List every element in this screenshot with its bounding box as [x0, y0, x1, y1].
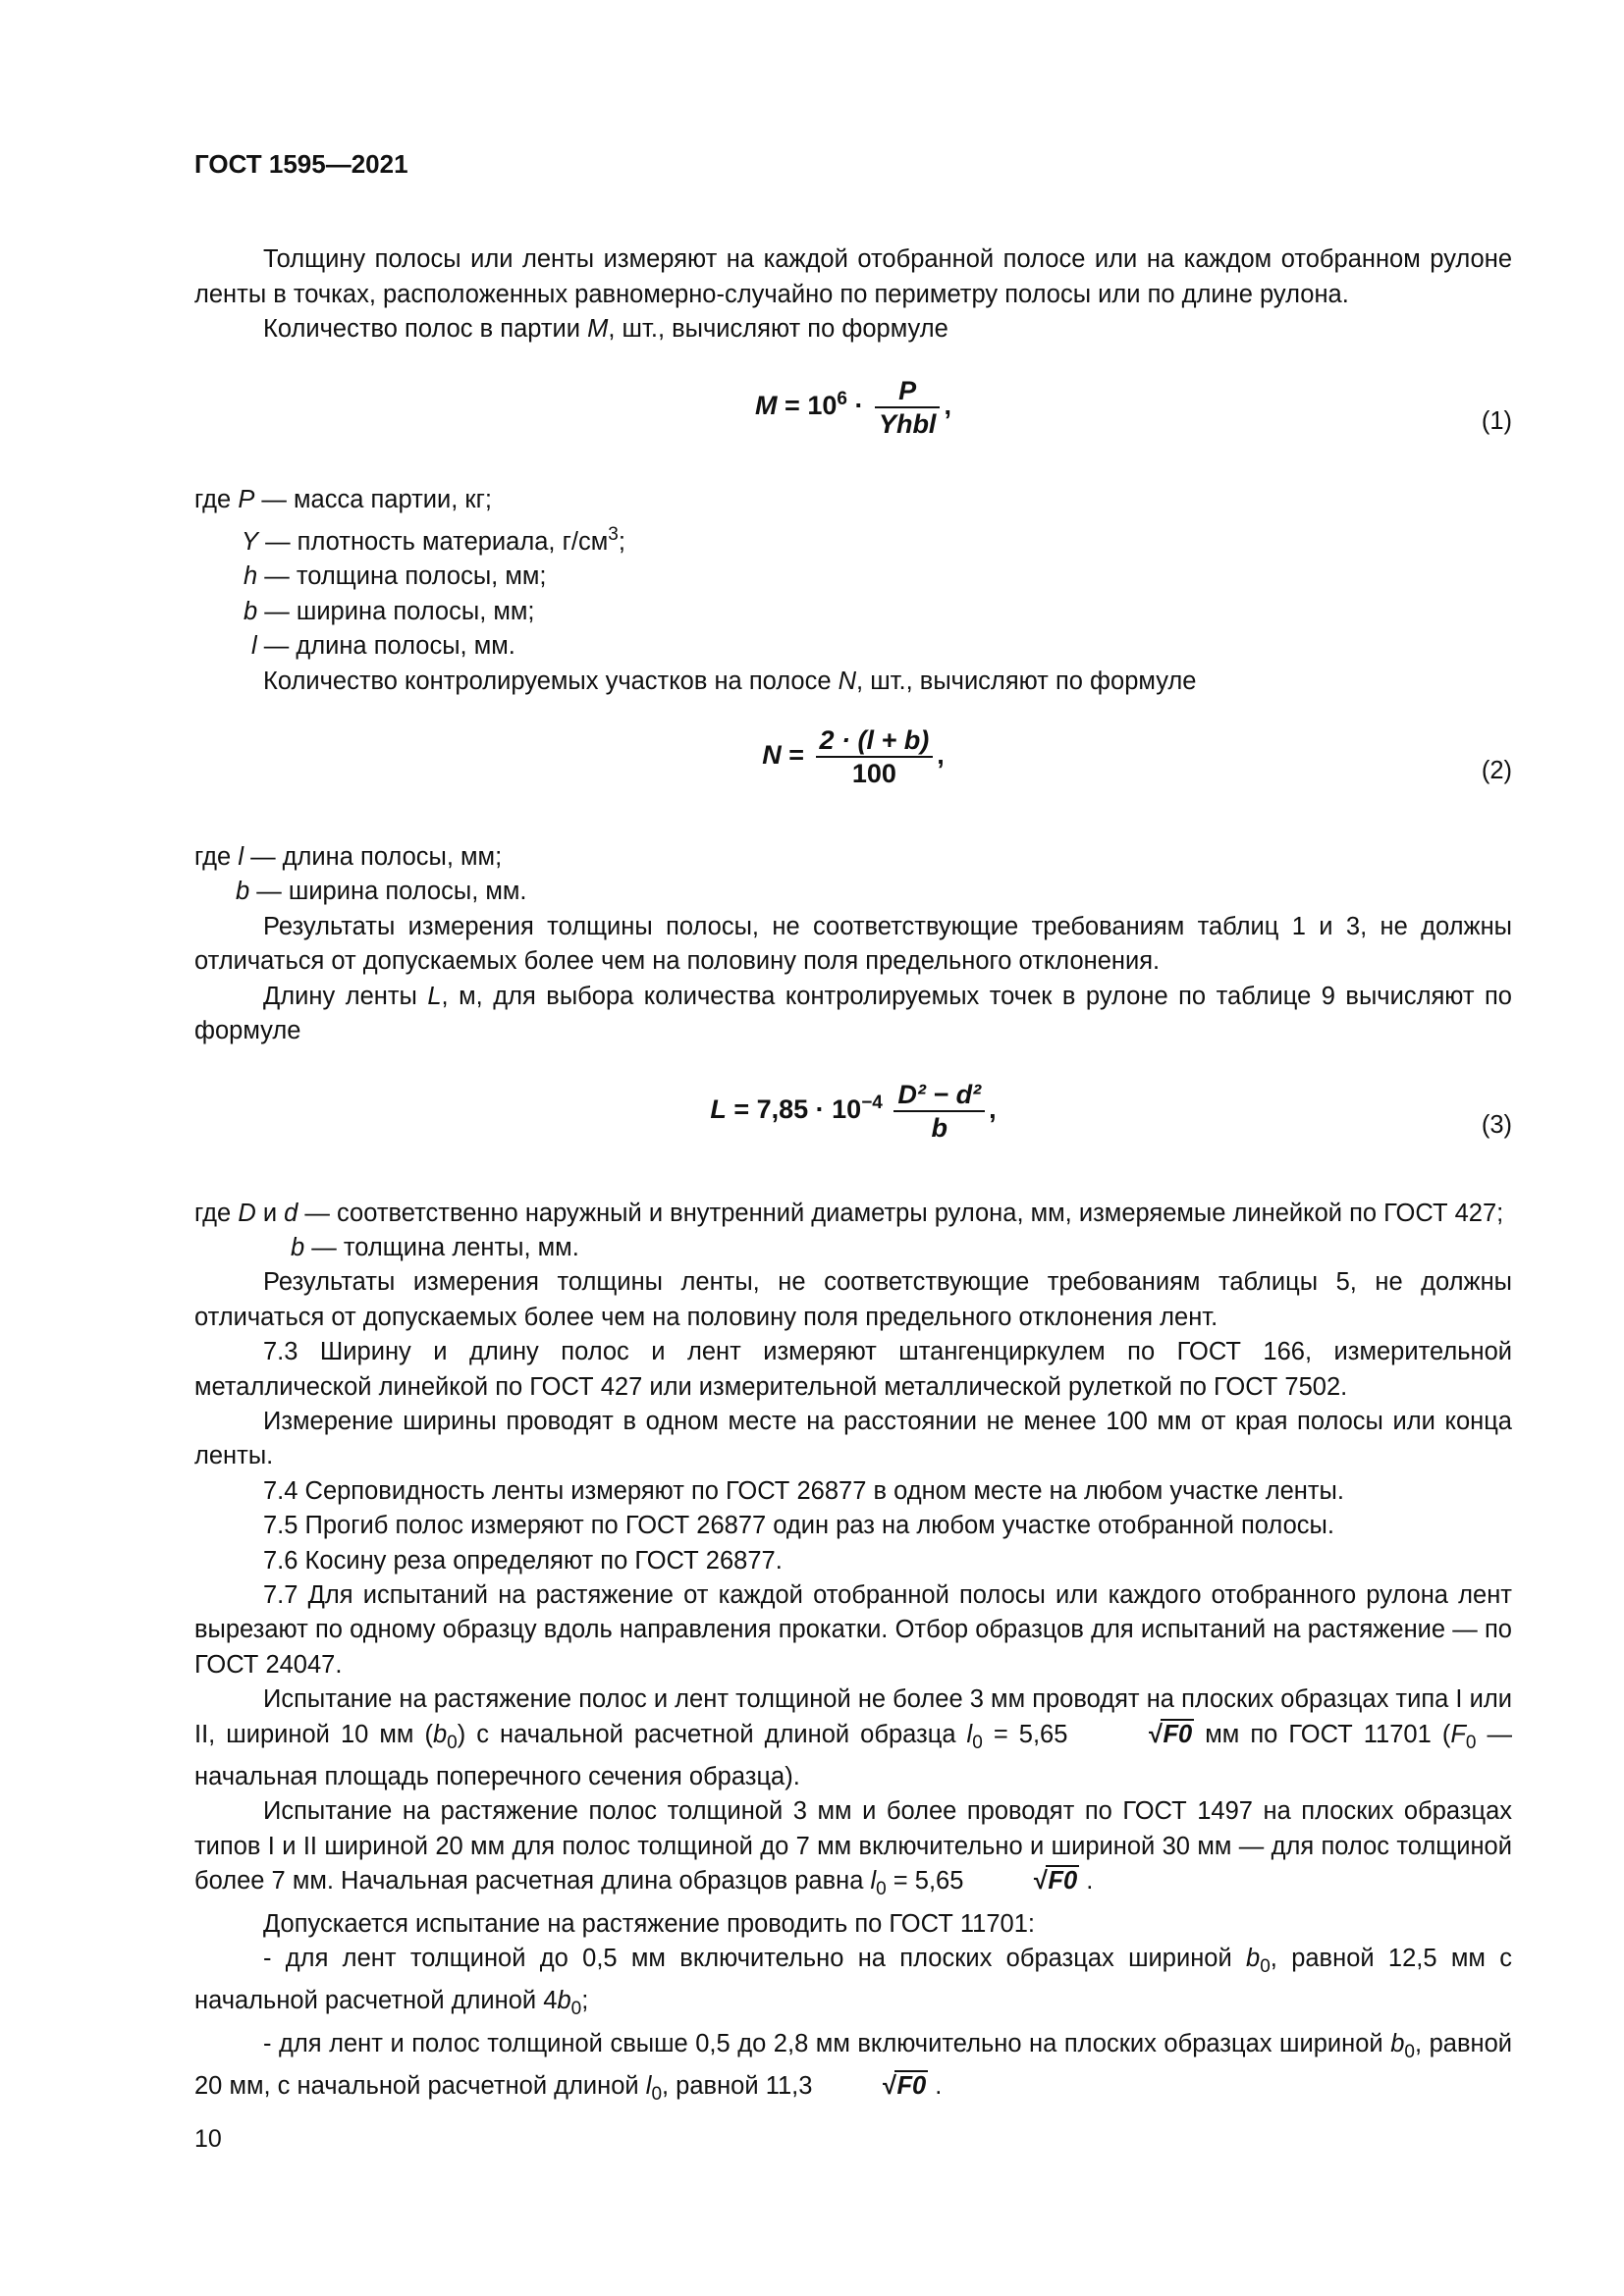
- paragraph: Количество контролируемых участков на полосе N, шт., вычисляют по формуле: [263, 667, 1197, 695]
- document-header: ГОСТ 1595—2021: [194, 149, 408, 179]
- document-page: [194, 147, 1512, 2112]
- formula-number: (3): [1481, 1110, 1512, 1139]
- paragraph: Длину ленты L, м, для выбора количества контролируемых точек в рулоне по таблице 9 вычисляют по формуле: [194, 982, 1512, 1045]
- legend-3: где D и d — соответственно наружный и внутренний диаметры рулона, мм, измеряемые линейкой по ГОСТ 427; b — толщина ленты, мм.: [194, 1199, 1504, 1261]
- legend-1: где P — масса партии, кг; Y — плотность материала, $г/см^3$; h — толщина полосы, мм; b — ширина полосы, мм; l — длина полосы, мм.: [194, 485, 625, 661]
- sqrt-symbol: √F0: [1147, 1720, 1193, 1748]
- paragraph: Количество полос в партии M, шт., вычисляют по формуле: [263, 315, 948, 344]
- paragraph: 7.3 Ширину и длину полос и лент измеряют штангенциркулем по ГОСТ 166, измерительной металлической линейкой по ГОСТ 427 или измерительной металлической рулеткой по ГОСТ 7502.: [194, 1338, 1512, 1401]
- paragraph: Результаты измерения толщины ленты, не соответствующие требованиям таблицы 5, не должны отличаться от допускаемых более чем на половину поля предельного отклонения лент.: [194, 1268, 1512, 1331]
- paragraph: Толщину полосы или ленты измеряют на каждой отобранной полосе или на каждом отобранном рулоне ленты в точках, расположенных равномерно-случайно по периметру полосы или по длине рулона.: [194, 245, 1512, 308]
- formula-2: N = $\frac{2 \cdot (l + b)}{100}$ , (2): [762, 725, 1512, 789]
- page-number: 10: [194, 2125, 222, 2153]
- list-item: - для лент и полос толщиной свыше 0,5 до 2,8 мм включительно на плоских образцах шириной $b_0$, равной 20 мм, с начальной расчетной длиной $l_0$, равной 11,3 √F0 .: [194, 2029, 1513, 2106]
- formula-number: (2): [1481, 757, 1512, 785]
- paragraph: 7.4 Серповидность ленты измеряют по ГОСТ 26877 в одном месте на любом участке ленты.: [263, 1476, 1344, 1505]
- sqrt-symbol: √F0: [881, 2072, 927, 2101]
- formula-number: (1): [1481, 406, 1512, 435]
- paragraph: Измерение ширины проводят в одном месте на расстоянии не менее 100 мм от края полосы или конца ленты.: [194, 1407, 1512, 1470]
- paragraph: 7.7 Для испытаний на растяжение от каждой отобранной полосы или каждого отобранного рулона лент вырезают по одному образцу вдоль направления прокатки. Отбор образцов для испытаний на растяжение — по ГОСТ 24047.: [194, 1580, 1512, 1679]
- formula-1: $M = 10^6$ · $\frac{P}{\text{Yhbl}}$ , (1): [755, 375, 1512, 439]
- paragraph: Результаты измерения толщины полосы, не соответствующие требованиям таблиц 1 и 3, не должны отличаться от допускаемых более чем на половину поля предельного отклонения.: [194, 912, 1512, 976]
- sqrt-symbol: √F0: [1032, 1867, 1078, 1896]
- list-item: - для лент толщиной до 0,5 мм включительно на плоских образцах шириной $b_0$, равной 12,5 мм с начальной расчетной длиной $4b_0$;: [194, 1945, 1513, 2020]
- paragraph: 7.6 Косину реза определяют по ГОСТ 26877.: [263, 1546, 783, 1575]
- formula-3: $L = 7,85 \cdot 10^{-4}$ $\frac{\text{D² − d²}}{b}$ , (3): [710, 1079, 1512, 1143]
- paragraph: Допускается испытание на растяжение проводить по ГОСТ 11701:: [263, 1909, 1035, 1938]
- legend-2: где l — длина полосы, мм; b — ширина полосы, мм.: [194, 843, 527, 906]
- paragraph: Испытание на растяжение полос и лент толщиной не более 3 мм проводят на плоских образцах типа I или II, шириной 10 мм $(b_0)$ с начальной расчетной длиной образца $l_0 = 5,65$ √F0 мм по ГОСТ 11701 ($F_0$ — начальная площадь поперечного сечения образца).: [194, 1685, 1513, 1790]
- paragraph: 7.5 Прогиб полос измеряют по ГОСТ 26877 один раз на любом участке отобранной полосы.: [263, 1512, 1334, 1540]
- paragraph: Испытание на растяжение полос толщиной 3 мм и более проводят по ГОСТ 1497 на плоских образцах типов I и II шириной 20 мм для полос толщиной до 7 мм включительно и шириной 30 мм — для полос толщиной более 7 мм. Начальная расчетная длина образцов равна $l_0 = 5,65$ √F0 .: [194, 1797, 1512, 1900]
